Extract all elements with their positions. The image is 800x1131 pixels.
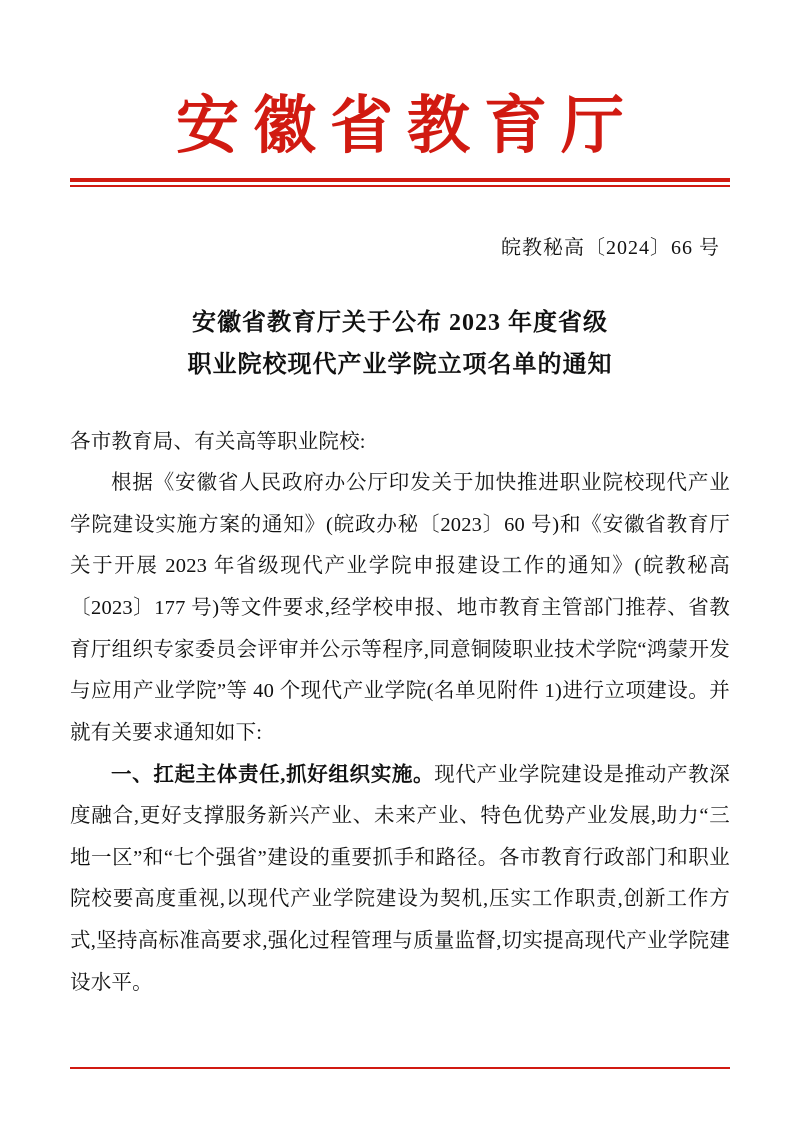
paragraph-basis-text: 根据《安徽省人民政府办公厅印发关于加快推进职业院校现代产业学院建设实施方案的通知》(皖政办秘〔2023〕60 号)和《安徽省教育厅关于开展 2023 年省级现代产业学院申报建设工作的通知》(皖教秘高〔2023〕177 号)等文件要求,经学校申报、地市教育主管部门推荐、省教育厅组织专家委员会评审并公示等程序,同意铜陵职业技术学院“鸿蒙开发与应用产业学院”等 40 个现代产业学院(名单见附件 1)进行立项建设。并就有关要求通知如下: [70, 472, 730, 744]
page-title-line-1: 安徽省教育厅关于公布 2023 年度省级 [192, 309, 608, 336]
footer-divider-line [70, 1067, 730, 1070]
document-number: 皖教秘高〔2024〕66 号 [501, 236, 720, 259]
masthead [70, 0, 730, 162]
paragraph-item-one-text: 现代产业学院建设是推动产教深度融合,更好支撑服务新兴产业、未来产业、特色优势产业发展,助力“三地一区”和“七个强省”建设的重要抓手和路径。各市教育行政部门和职业院校要高度重视,以现代产业学院建设为契机,压实工作职责,创新工作方式,坚持高标准高要求,强化过程管理与质量监督,切实提高现代产业学院建设水平。 [70, 763, 730, 994]
document-body [70, 422, 730, 1005]
divider-thin-line [70, 185, 730, 187]
page-title-line-2: 职业院校现代产业学院立项名单的通知 [187, 351, 613, 378]
paragraph-item-one-lead: 一、扛起主体责任,抓好组织实施。 [111, 763, 435, 786]
masthead-divider [70, 178, 730, 187]
paragraph-item-one [70, 755, 730, 1005]
paragraph-basis [70, 463, 730, 754]
salutation: 各市教育局、有关高等职业院校: [70, 430, 366, 453]
page-title [70, 302, 730, 386]
issuing-organization-title: 安徽省教育厅 [176, 88, 638, 162]
